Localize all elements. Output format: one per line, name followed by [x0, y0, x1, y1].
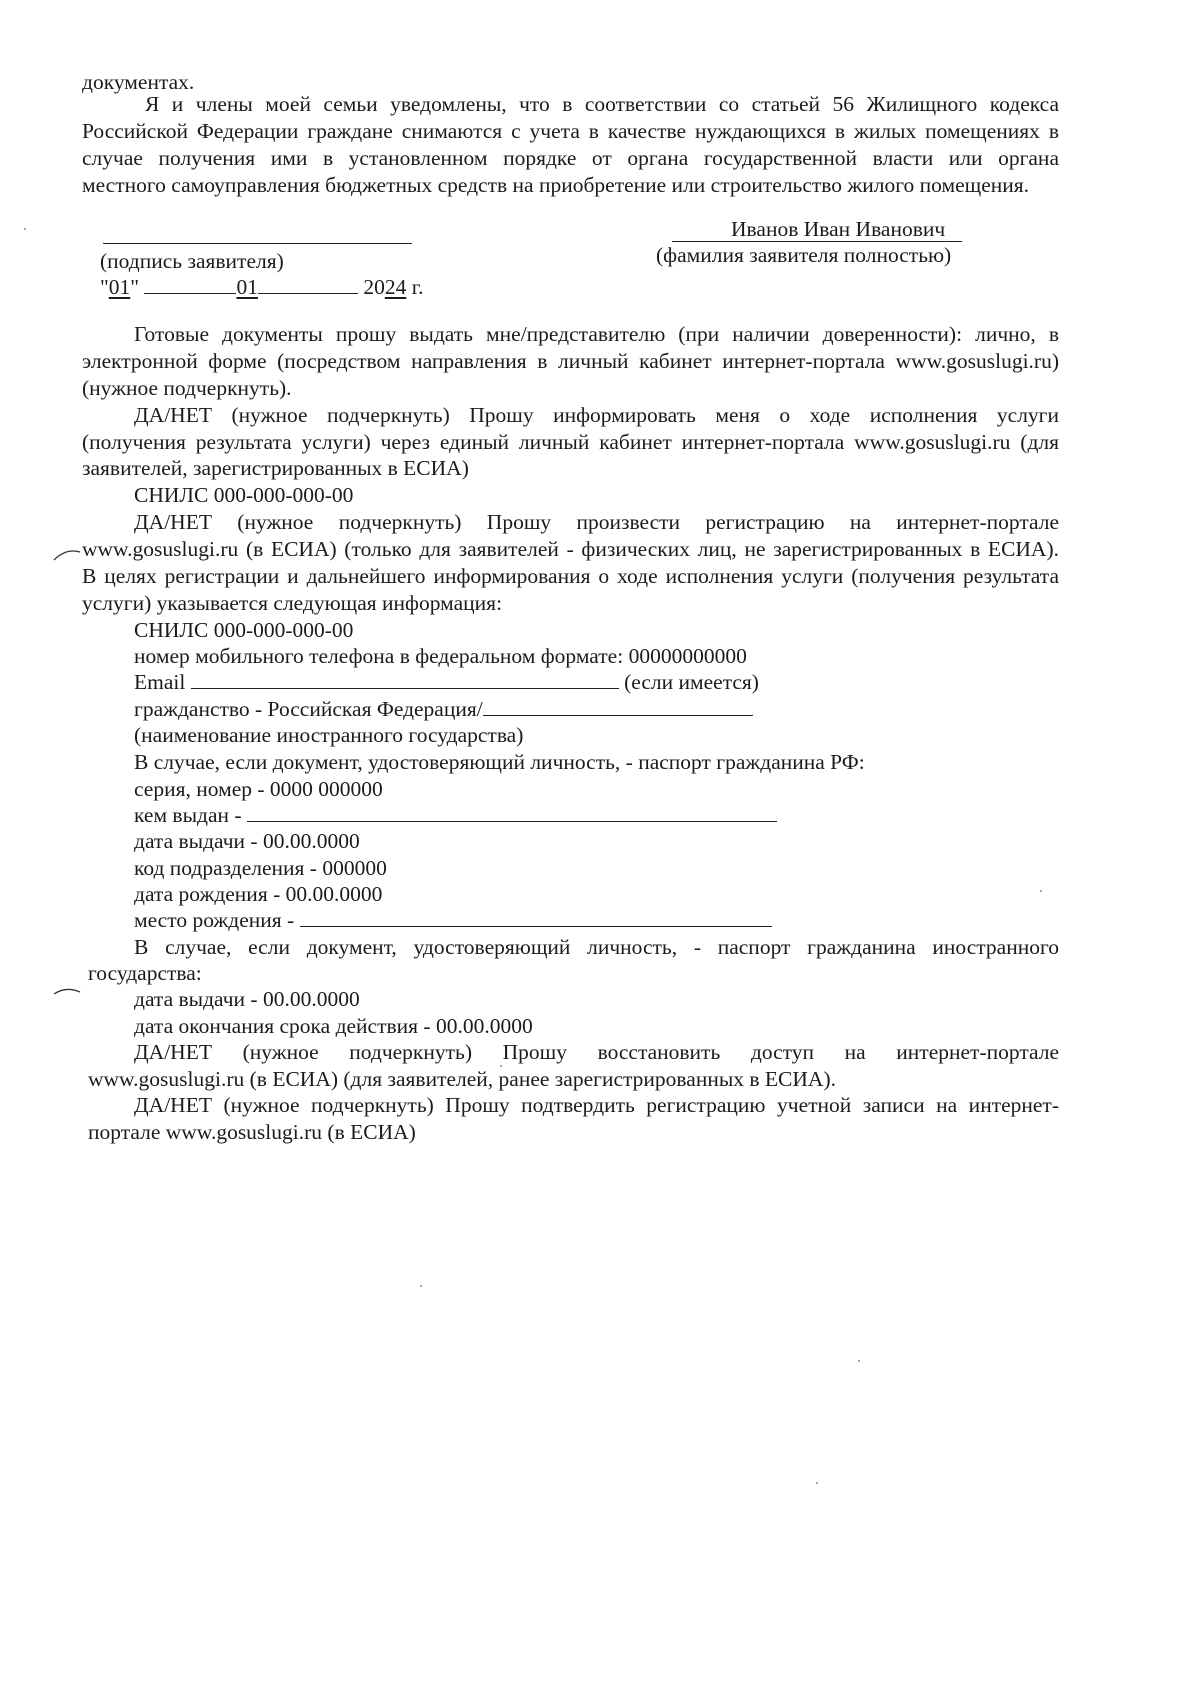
birth-date: дата рождения - 00.00.0000 — [134, 882, 383, 906]
scan-speck — [500, 1065, 502, 1067]
signature-caption: (подпись заявителя) — [100, 249, 284, 273]
paragraph-line: Российской Федерации граждане снимаются с учета в качестве нуждающихся в жилых помещениях в — [82, 119, 1059, 143]
snils-line: СНИЛС 000-000-000-00 — [134, 618, 354, 642]
foreign-expiry-date: дата окончания срока действия - 00.00.0000 — [134, 1014, 533, 1038]
text-line: документах. — [82, 70, 195, 94]
paragraph-line: В случае, если документ, удостоверяющий личность, - паспорт гражданина иностранного — [134, 935, 1059, 959]
phone-line: номер мобильного телефона в федеральном формате: 00000000000 — [134, 644, 747, 668]
citizenship-line — [134, 696, 753, 723]
scan-mark — [52, 546, 82, 562]
paragraph-line: услуги) указывается следующая информация: — [82, 591, 503, 615]
series-number: серия, номер - 0000 000000 — [134, 777, 383, 801]
date-blank — [144, 275, 236, 294]
citizenship-label: гражданство - Российская Федерация/ — [134, 697, 483, 721]
division-code: код подразделения - 000000 — [134, 856, 387, 880]
issued-by-label: кем выдан - — [134, 803, 242, 827]
scan-speck — [24, 228, 26, 230]
date-year-prefix: 20 — [363, 275, 385, 299]
applicant-name: Иванов Иван Иванович — [731, 217, 946, 241]
issued-by-line — [134, 802, 777, 829]
date-quote-open: " — [100, 275, 109, 299]
paragraph-line: портале www.gosuslugi.ru (в ЕСИА) — [88, 1120, 416, 1144]
paragraph-line: В целях регистрации и дальнейшего информирования о ходе исполнения услуги (получения результата — [82, 564, 1059, 588]
paragraph-line: электронной форме (посредством направления в личный кабинет интернет-портала www.gosuslugi.ru) — [82, 349, 1059, 373]
paragraph-line: случае получения ими в установленном порядке от органа государственной власти или органа — [82, 146, 1059, 170]
scan-mark — [52, 984, 82, 998]
paragraph-line: www.gosuslugi.ru (в ЕСИА) (для заявителей, ранее зарегистрированных в ЕСИА). — [88, 1067, 836, 1091]
signature-line — [103, 243, 412, 244]
paragraph-line: Я и члены моей семьи уведомлены, что в соответствии со статьей 56 Жилищного кодекса — [145, 92, 1059, 116]
paragraph-line: ДА/НЕТ (нужное подчеркнуть) Прошу произвести регистрацию на интернет-портале — [134, 510, 1059, 534]
paragraph-line: ДА/НЕТ (нужное подчеркнуть) Прошу подтвердить регистрацию учетной записи на интернет- — [134, 1093, 1059, 1117]
foreign-issue-date: дата выдачи - 00.00.0000 — [134, 987, 360, 1011]
snils-line: СНИЛС 000-000-000-00 — [134, 483, 354, 507]
name-caption: (фамилия заявителя полностью) — [656, 243, 952, 267]
birth-place-label: место рождения - — [134, 908, 295, 932]
issued-by-blank — [247, 803, 777, 822]
scan-speck — [816, 1482, 818, 1484]
date-day: 01 — [108, 275, 131, 299]
paragraph-line: www.gosuslugi.ru (в ЕСИА) (только для заявителей - физических лиц, не зарегистрированных в ЕСИА). — [82, 537, 1059, 561]
paragraph-line: местного самоуправления бюджетных средств на приобретение или строительство жилого помещения. — [82, 173, 1030, 197]
paragraph-line: заявителей, зарегистрированных в ЕСИА) — [82, 456, 469, 480]
birth-place-blank — [300, 908, 772, 927]
birth-place-line — [134, 907, 772, 934]
email-note: (если имеется) — [624, 670, 759, 694]
paragraph-line: государства: — [88, 961, 202, 985]
foreign-state-caption: (наименование иностранного государства) — [134, 723, 524, 747]
date-blank — [258, 275, 358, 294]
email-blank — [191, 670, 619, 689]
date-month: 01 — [236, 275, 258, 299]
issue-date: дата выдачи - 00.00.0000 — [134, 829, 360, 853]
date-field — [100, 274, 423, 301]
paragraph-line: ДА/НЕТ (нужное подчеркнуть) Прошу информировать меня о ходе исполнения услуги — [134, 403, 1059, 427]
scan-speck — [1040, 890, 1042, 892]
passport-rf-intro: В случае, если документ, удостоверяющий личность, - паспорт гражданина РФ: — [134, 750, 865, 774]
scan-speck — [420, 1285, 422, 1287]
paragraph-line: Готовые документы прошу выдать мне/представителю (при наличии доверенности): лично, в — [134, 322, 1059, 346]
date-year-unit: г. — [411, 275, 424, 299]
date-year-suffix: 24 — [384, 275, 407, 299]
foreign-state-blank — [483, 697, 753, 716]
email-line — [134, 669, 759, 696]
scan-speck — [858, 1360, 860, 1362]
date-quote-close: " — [130, 275, 140, 299]
paragraph-line: (получения результата услуги) через единый личный кабинет интернет-портала www.gosuslugi.ru (для — [82, 430, 1059, 454]
paragraph-line: (нужное подчеркнуть). — [82, 376, 292, 400]
email-label: Email — [134, 670, 186, 694]
paragraph-line: ДА/НЕТ (нужное подчеркнуть) Прошу восстановить доступ на интернет-портале — [134, 1040, 1059, 1064]
